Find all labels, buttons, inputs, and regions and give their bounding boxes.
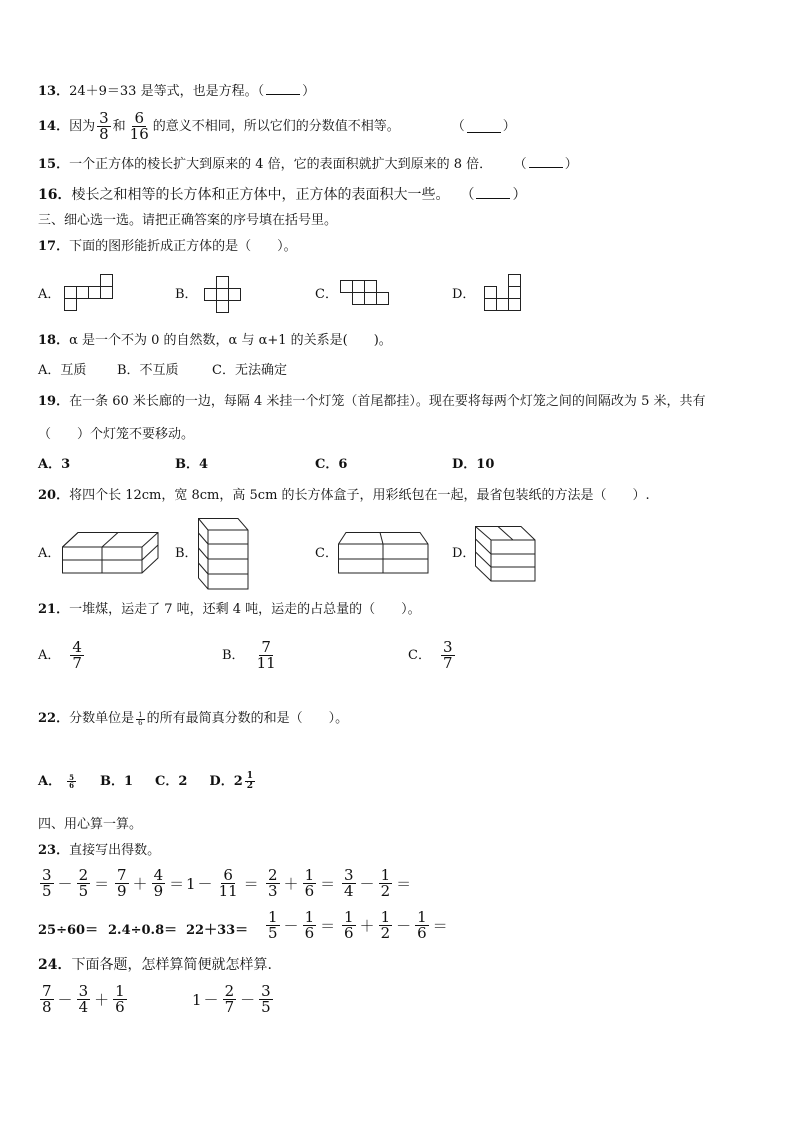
paren-close: ） (302, 84, 316, 99)
question-number: 24． (38, 957, 72, 973)
calc-2-4-div-0-8: 2.4÷0.8＝ (108, 923, 178, 938)
question-number: 14． (38, 118, 70, 134)
q17-option-b-net (204, 276, 244, 316)
option-label: B． (222, 647, 245, 663)
question-number: 19． (38, 394, 70, 409)
paren-open: （ (451, 118, 465, 134)
option-label: C． (408, 647, 431, 663)
denominator: 7 (442, 654, 453, 672)
minus-sign: － (197, 875, 213, 893)
minus-sign: － (359, 875, 375, 893)
minus-sign: － (240, 991, 256, 1009)
fraction: $\frac{3}{5}$ (42, 866, 52, 900)
denominator: 11 (256, 654, 276, 672)
question-text: 直接写出得数。 (69, 843, 161, 858)
minus-sign: － (203, 991, 219, 1009)
q22-option-d-fraction (245, 772, 255, 791)
calc-7-9-plus-4-9 (113, 868, 186, 899)
fraction: $\frac{7}{8}$ (42, 982, 52, 1016)
calc-1-6-plus-1-2-minus-1-6 (340, 910, 450, 941)
fraction: $\frac{1}{6}$ (115, 982, 125, 1016)
denominator: 6 (69, 781, 74, 790)
fraction-3-8 (97, 111, 111, 142)
q18-option-b[interactable]: B．不互质 (117, 363, 179, 378)
minus-sign: － (57, 991, 73, 1009)
q17-option-d-label[interactable]: D． (452, 287, 476, 302)
fraction-6-16 (128, 111, 151, 142)
number-one: 1 (186, 874, 196, 893)
fraction: $\frac{3}{4}$ (78, 982, 89, 1016)
question-number: 20． (38, 488, 70, 503)
fraction: $\frac{1}{6}$ (344, 908, 354, 942)
q22-option-d[interactable]: D．2 (209, 773, 243, 789)
fraction: $\frac{6}{11}$ (218, 866, 238, 900)
question-16 (38, 186, 526, 204)
question-text-mid: 和 (112, 118, 126, 134)
paren-open: （ (467, 187, 475, 203)
q17-option-c-net (340, 280, 392, 308)
question-number: 23． (38, 843, 70, 858)
question-text: 下面各题，怎样算简便就怎样算. (71, 957, 272, 973)
q17-option-b-label[interactable]: B． (175, 287, 198, 302)
question-number: 21． (38, 602, 70, 617)
calc-25-div-60: 25÷60＝ (38, 923, 99, 938)
plus-sign: ＋ (359, 917, 375, 935)
q22-option-c[interactable]: C．2 (155, 773, 188, 789)
answer-blank[interactable] (467, 120, 501, 133)
numerator: 5 (69, 773, 74, 782)
fraction: $\frac{2}{5}$ (78, 866, 89, 900)
fraction: $\frac{3}{5}$ (261, 982, 271, 1016)
question-text-post: 的所有最简真分数的和是（ ）。 (146, 711, 349, 726)
question-text: 棱长之和相等的长方体和正方体中，正方体的表面积大一些。 (71, 187, 450, 203)
minus-sign: － (283, 917, 299, 935)
q19-option-c[interactable]: C．6 (315, 457, 348, 472)
denominator: 8 (99, 125, 109, 143)
calc-2-3-plus-1-6 (264, 868, 337, 899)
q17-option-a-net (64, 274, 116, 314)
q21-option-b[interactable] (222, 640, 280, 671)
q21-option-a[interactable] (38, 640, 86, 671)
paren-close: ） (564, 157, 578, 172)
equals-sign: ＝ (320, 875, 336, 893)
fraction: $\frac{1}{6}$ (304, 908, 315, 942)
q17-option-d-net (484, 274, 524, 314)
paren-open: （ (520, 157, 527, 172)
question-text: 在一条 60 米长廊的一边，每隔 4 米挂一个灯笼（首尾都挂）。现在要将每两个灯笼之间的间隔改为 5 米，共有 (69, 394, 706, 409)
calc-1-5-minus-1-6 (264, 910, 337, 941)
equals-sign: ＝ (396, 875, 412, 893)
question-13 (38, 82, 315, 101)
option-fraction (70, 640, 84, 671)
calc-3-4-minus-1-2 (340, 868, 413, 899)
q21-option-c[interactable] (408, 640, 457, 671)
option-fraction (441, 640, 455, 671)
denominator: 2 (246, 781, 254, 791)
question-number: 16． (38, 187, 72, 203)
q20-option-c-label[interactable]: C． (315, 546, 338, 561)
question-text: 将四个长 12cm，宽 8cm，高 5cm 的长方体盒子，用彩纸包在一起，最省包装纸的方法是（ ）. (69, 488, 650, 503)
question-text: 下面的图形能折成正方体的是（ ）。 (69, 239, 297, 254)
q22-option-a-label[interactable]: A． (38, 773, 62, 789)
question-14 (38, 111, 516, 142)
paren-close: ） (512, 187, 527, 203)
q22-options (38, 772, 257, 791)
q19-option-a[interactable]: A．3 (38, 457, 71, 472)
q18-option-a[interactable]: A．互质 (38, 363, 87, 378)
plus-sign: ＋ (132, 875, 148, 893)
question-19-line-2: （ ）个灯笼不要移动。 (38, 427, 195, 442)
q20-option-b-label[interactable]: B． (175, 546, 198, 561)
numerator: 3 (442, 638, 453, 656)
numerator: 1 (246, 771, 254, 781)
question-22 (38, 710, 348, 728)
question-21 (38, 601, 421, 619)
question-number: 22． (38, 711, 70, 726)
equals-sign: ＝ (432, 917, 448, 935)
fraction: $\frac{1}{5}$ (268, 908, 278, 942)
q20-option-c-boxes (338, 532, 430, 574)
denominator: 7 (72, 654, 82, 672)
minus-sign: － (57, 875, 73, 893)
q20-option-d-boxes (475, 526, 537, 582)
calc-1-minus-2-7-minus-3-5 (192, 984, 275, 1015)
q17-option-c-label[interactable]: C． (315, 287, 338, 302)
question-19 (38, 393, 705, 411)
paren-close: ） (502, 118, 516, 134)
section-4-heading: 四、用心算一算。 (38, 817, 143, 832)
fraction: $\frac{1}{2}$ (380, 866, 391, 900)
q20-option-b-boxes (198, 518, 250, 590)
answer-blank[interactable] (529, 155, 563, 168)
option-fraction (255, 640, 278, 671)
q17-option-a-label[interactable]: A． (38, 287, 61, 302)
question-24 (38, 956, 272, 974)
fraction: $\frac{4}{9}$ (153, 866, 164, 900)
answer-blank[interactable] (266, 82, 300, 95)
question-number: 17． (38, 239, 70, 254)
number-one: 1 (192, 990, 202, 1009)
question-text: 一堆煤，运走了 7 吨，还剩 4 吨，运走的占总量的（ ）。 (69, 602, 421, 617)
question-text: α 是一个不为 0 的自然数，α 与 α+1 的关系是( )。 (69, 333, 392, 348)
section-3-heading: 三、细心选一选。请把正确答案的序号填在括号里。 (38, 213, 338, 228)
question-17 (38, 238, 297, 256)
fraction: $\frac{7}{9}$ (117, 866, 127, 900)
equals-sign: ＝ (169, 875, 185, 893)
fraction: $\frac{1}{6}$ (304, 866, 315, 900)
q22-option-b[interactable]: B．1 (99, 773, 134, 789)
calc-22-plus-33: 22＋33＝ (186, 923, 249, 938)
calc-3-5-minus-2-5 (38, 868, 111, 899)
minus-sign: － (396, 917, 412, 935)
plus-sign: ＋ (283, 875, 299, 893)
equals-sign: ＝ (243, 875, 259, 893)
question-20 (38, 487, 650, 505)
q22-option-a-fraction (67, 774, 76, 789)
calc-1-minus-6-11 (186, 868, 261, 899)
numerator: 7 (261, 638, 271, 656)
fraction: $\frac{3}{4}$ (344, 866, 354, 900)
plus-sign: ＋ (94, 991, 110, 1009)
q19-option-b[interactable]: B．4 (175, 457, 209, 472)
question-number: 15． (38, 157, 70, 172)
question-15 (38, 155, 578, 174)
numerator: 4 (72, 638, 82, 656)
calc-7-8-minus-3-4-plus-1-6 (38, 984, 129, 1015)
q20-option-a-label[interactable]: A． (38, 546, 61, 561)
q20-option-a-boxes (62, 532, 160, 574)
q19-option-d[interactable]: D．10 (452, 457, 495, 472)
question-text-post: 的意义不相同，所以它们的分数值不相等。 (152, 118, 400, 134)
denominator: 16 (129, 125, 149, 143)
q20-option-d-label[interactable]: D． (452, 546, 476, 561)
fraction: $\frac{1}{2}$ (380, 908, 391, 942)
answer-blank[interactable] (476, 186, 510, 199)
equals-sign: ＝ (94, 875, 110, 893)
numerator: 3 (99, 109, 109, 127)
question-23 (38, 842, 160, 860)
question-18 (38, 332, 392, 350)
fraction: $\frac{2}{7}$ (224, 982, 235, 1016)
question-number: 18． (38, 333, 70, 348)
fraction-1-6 (136, 712, 144, 727)
denominator: 6 (138, 718, 143, 727)
fraction: $\frac{1}{6}$ (417, 908, 427, 942)
q18-option-c[interactable]: C．无法确定 (212, 363, 287, 378)
option-label: A． (38, 647, 61, 663)
question-text: 一个正方体的棱长扩大到原来的 4 倍，它的表面积就扩大到原来的 8 倍． (69, 157, 493, 172)
numerator: 1 (138, 710, 143, 719)
question-text-pre: 因为 (69, 118, 96, 134)
question-text-pre: 分数单位是 (69, 711, 135, 726)
question-text: 24＋9＝33 是等式，也是方程。（ (69, 84, 265, 99)
numerator: 6 (134, 109, 144, 127)
question-number: 13． (38, 84, 70, 99)
fraction: $\frac{2}{3}$ (268, 866, 278, 900)
equals-sign: ＝ (320, 917, 336, 935)
